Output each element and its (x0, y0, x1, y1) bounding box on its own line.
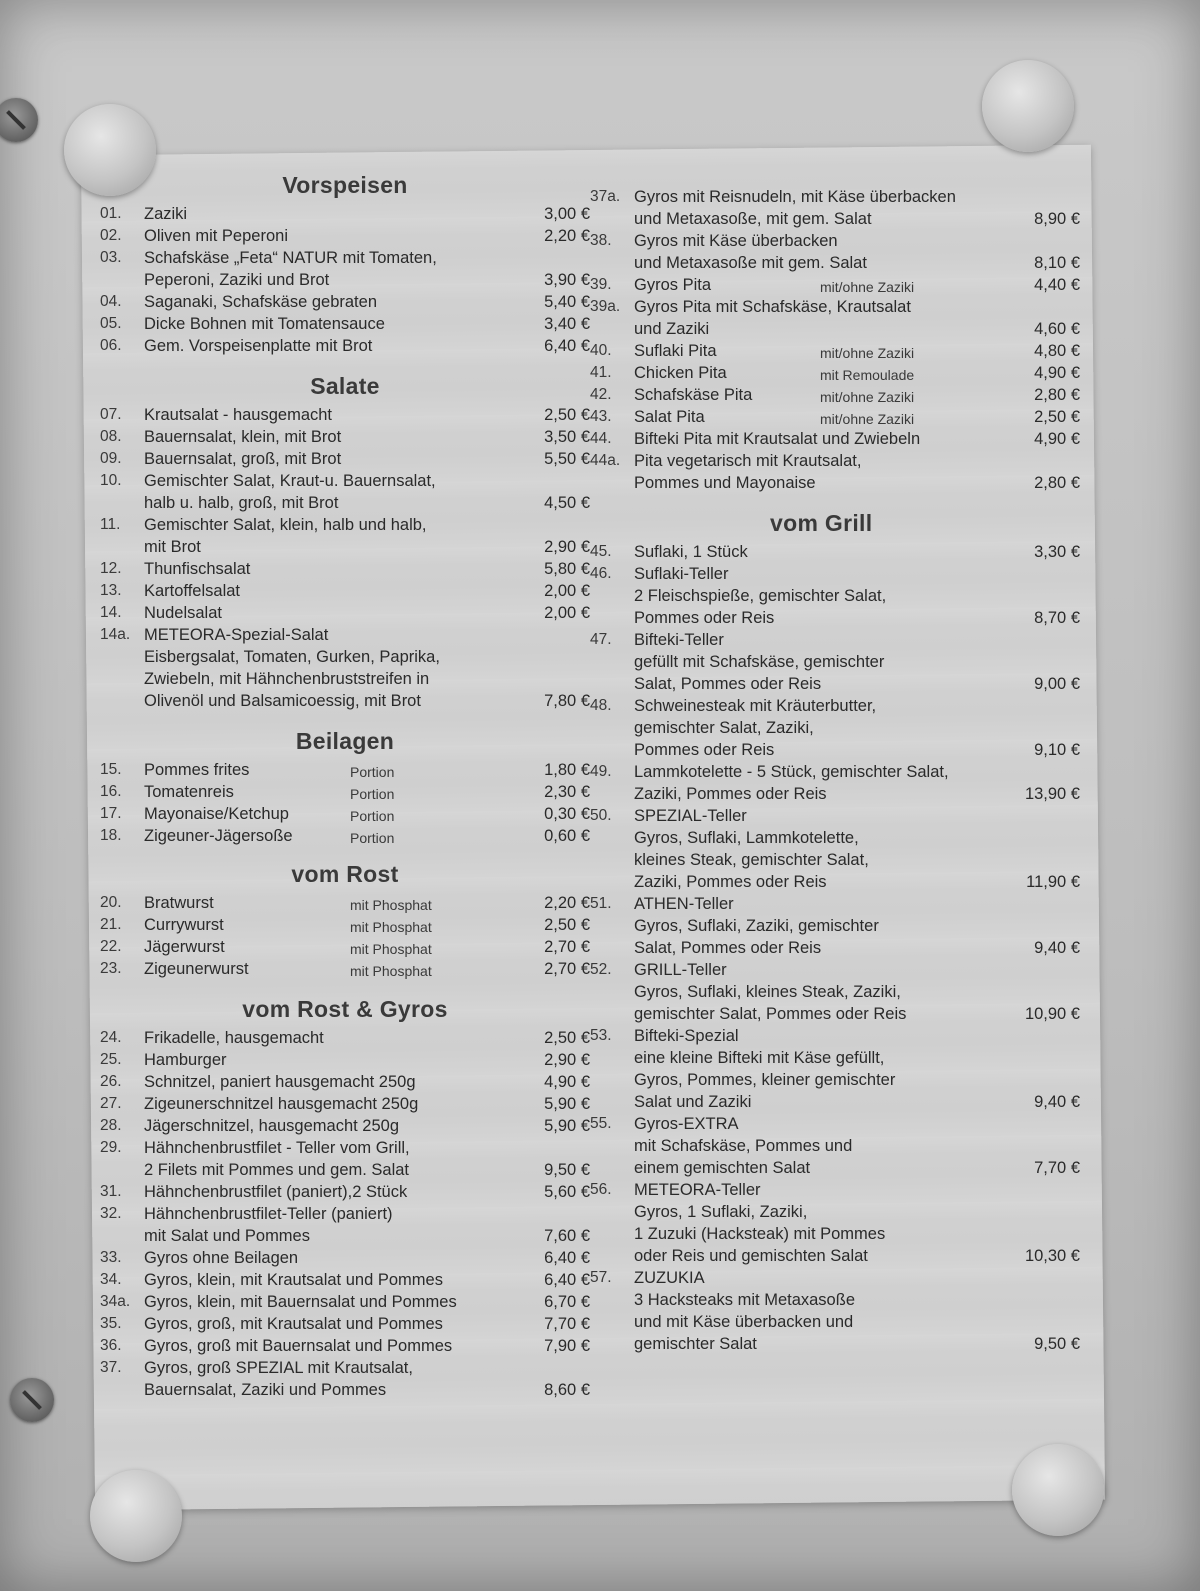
item-price: 6,70 € (544, 1293, 590, 1311)
item-note: mit Remoulade (820, 367, 915, 383)
item-number: 24. (100, 1029, 122, 1046)
item-price: 2,80 € (1034, 474, 1080, 492)
menu-item (100, 448, 590, 470)
item-price: 11,90 € (1026, 873, 1080, 891)
item-description: Krautsalat - hausgemacht (144, 406, 333, 424)
item-number: 31. (100, 1183, 122, 1200)
item-number: 06. (100, 337, 122, 354)
menu-item (590, 1025, 1080, 1113)
item-description: Bratwurst (144, 894, 214, 912)
mounting-knob-icon (982, 60, 1074, 152)
item-price: 7,90 € (544, 1337, 590, 1355)
item-price: 2,50 € (544, 916, 590, 934)
item-number: 46. (590, 565, 612, 582)
menu-item (590, 230, 1080, 274)
menu-item (100, 936, 590, 958)
item-description: Gemischter Salat, klein, halb und halb, mit Brot (144, 516, 427, 556)
item-description: Gyros, groß, mit Krautsalat und Pommes (144, 1315, 443, 1333)
item-number: 16. (100, 783, 122, 800)
item-price: 6,40 € (544, 1271, 590, 1289)
item-price: 2,90 € (544, 1051, 590, 1069)
item-number: 34. (100, 1271, 122, 1288)
menu-section (100, 996, 590, 1401)
item-price: 5,50 € (544, 450, 590, 468)
item-number: 56. (590, 1181, 612, 1198)
item-price: 4,90 € (544, 1073, 590, 1091)
section-title: Salate (310, 373, 380, 399)
item-price: 8,10 € (1034, 254, 1080, 272)
item-description: Bauernsalat, groß, mit Brot (144, 450, 342, 468)
menu-item (590, 450, 1080, 494)
section-title: vom Rost & Gyros (242, 996, 448, 1022)
menu-item (100, 203, 590, 225)
menu-item (100, 426, 590, 448)
item-description: Hähnchenbrustfilet-Teller (paniert) mit Salat und Pommes (144, 1205, 393, 1245)
item-description: Gemischter Salat, Kraut-u. Bauernsalat, halb u. halb, groß, mit Brot (144, 472, 436, 512)
item-price: 9,10 € (1034, 741, 1080, 759)
menu-item (100, 1247, 590, 1269)
menu-item (590, 541, 1080, 563)
menu-item (100, 1115, 590, 1137)
section-title: Vorspeisen (282, 172, 408, 198)
item-number: 32. (100, 1205, 122, 1222)
screw-icon (10, 1378, 54, 1422)
menu-item (100, 291, 590, 313)
item-number: 03. (100, 249, 122, 266)
item-price: 4,80 € (1034, 342, 1080, 360)
item-price: 10,30 € (1024, 1247, 1080, 1265)
item-note: mit Phosphat (350, 919, 432, 935)
item-price: 9,50 € (544, 1161, 590, 1179)
item-description: Dicke Bohnen mit Tomatensauce (144, 315, 385, 333)
menu-item (590, 384, 1080, 406)
menu-item (590, 362, 1080, 384)
item-number: 51. (590, 895, 612, 912)
item-description: Hamburger (144, 1051, 227, 1069)
item-price: 2,70 € (544, 938, 590, 956)
item-description: Bifteki Pita mit Krautsalat und Zwiebeln (634, 430, 921, 448)
menu-item (100, 1269, 590, 1291)
item-price: 4,50 € (544, 494, 590, 512)
menu-item (100, 313, 590, 335)
menu-item (100, 1313, 590, 1335)
menu-item (100, 1071, 590, 1093)
menu-item (100, 225, 590, 247)
item-price: 4,60 € (1034, 320, 1080, 338)
item-description: Zigeuner-Jägersoße (144, 827, 293, 845)
menu-item (100, 781, 590, 803)
item-note: Portion (350, 786, 395, 802)
item-note: mit Phosphat (350, 941, 432, 957)
item-number: 43. (590, 408, 612, 425)
item-description: Mayonaise/Ketchup (144, 805, 289, 823)
item-description: Chicken Pita (634, 364, 727, 382)
item-note: Portion (350, 830, 395, 846)
menu-item (100, 624, 590, 712)
item-price: 2,50 € (544, 406, 590, 424)
menu-item (100, 1357, 590, 1401)
item-price: 1,80 € (544, 761, 590, 779)
item-description: Suflaki-Teller 2 Fleischspieße, gemischter Salat, Pommes oder Reis (634, 565, 887, 627)
mounting-knob-icon (1012, 1444, 1104, 1536)
item-number: 49. (590, 763, 612, 780)
item-description: Gyros Pita (634, 276, 712, 294)
item-description: SPEZIAL-Teller Gyros, Suflaki, Lammkotelette, kleines Steak, gemischter Salat, Zaziki, Pommes oder Reis (634, 807, 869, 891)
item-number: 57. (590, 1269, 612, 1286)
menu-item (590, 1113, 1080, 1179)
menu-item (100, 1027, 590, 1049)
item-price: 9,00 € (1034, 675, 1080, 693)
item-number: 05. (100, 315, 122, 332)
item-price: 2,70 € (544, 960, 590, 978)
item-description: Pommes frites (144, 761, 250, 779)
item-number: 29. (100, 1139, 122, 1156)
item-number: 34a. (100, 1293, 131, 1310)
item-description: Gyros ohne Beilagen (144, 1249, 299, 1267)
item-price: 2,90 € (544, 538, 590, 556)
item-price: 7,70 € (544, 1315, 590, 1333)
item-price: 9,40 € (1034, 939, 1080, 957)
item-price: 0,30 € (544, 805, 590, 823)
item-number: 07. (100, 406, 122, 423)
item-price: 4,90 € (1034, 430, 1080, 448)
item-description: Gyros, groß SPEZIAL mit Krautsalat, Bauernsalat, Zaziki und Pommes (144, 1359, 413, 1399)
item-price: 3,90 € (544, 271, 590, 289)
menu-item (100, 1137, 590, 1181)
item-description: Jägerschnitzel, hausgemacht 250g (144, 1117, 399, 1135)
item-price: 2,20 € (544, 227, 590, 245)
menu-item (590, 761, 1080, 805)
item-description: Bauernsalat, klein, mit Brot (144, 428, 342, 446)
menu-item (590, 340, 1080, 362)
item-number: 37a. (590, 188, 621, 205)
item-description: Schnitzel, paniert hausgemacht 250g (144, 1073, 416, 1091)
item-price: 3,50 € (544, 428, 590, 446)
menu-item (100, 247, 590, 291)
item-number: 26. (100, 1073, 122, 1090)
item-price: 2,00 € (544, 582, 590, 600)
item-number: 47. (590, 631, 612, 648)
item-price: 2,30 € (544, 783, 590, 801)
menu-item (590, 695, 1080, 761)
item-number: 11. (100, 516, 121, 533)
item-number: 10. (100, 472, 122, 489)
menu-item (100, 335, 590, 357)
item-description: Jägerwurst (144, 938, 225, 956)
item-description: Gyros mit Käse überbacken und Metaxasoße mit gem. Salat (634, 232, 867, 272)
item-number: 08. (100, 428, 122, 445)
item-description: Hähnchenbrustfilet (paniert),2 Stück (144, 1183, 408, 1201)
item-price: 0,60 € (544, 827, 590, 845)
item-note: Portion (350, 808, 395, 824)
menu-item (590, 563, 1080, 629)
item-note: mit/ohne Zaziki (820, 279, 915, 295)
item-number: 40. (590, 342, 612, 359)
menu-section (100, 861, 590, 980)
item-price: 3,30 € (1034, 543, 1080, 561)
item-description: Schweinesteak mit Kräuterbutter, gemischter Salat, Zaziki, Pommes oder Reis (634, 697, 877, 759)
item-description: Gem. Vorspeisenplatte mit Brot (144, 337, 373, 355)
item-description: Salat Pita (634, 408, 705, 426)
item-number: 41. (590, 364, 612, 381)
item-number: 18. (100, 827, 122, 844)
item-description: Gyros, klein, mit Bauernsalat und Pommes (144, 1293, 457, 1311)
item-description: Schafskäse Pita (634, 386, 753, 404)
item-price: 5,90 € (544, 1117, 590, 1135)
item-price: 6,40 € (544, 337, 590, 355)
item-number: 39a. (590, 298, 621, 315)
item-price: 4,40 € (1034, 276, 1080, 294)
menu-item (100, 958, 590, 980)
item-number: 14a. (100, 626, 131, 643)
item-description: Tomatenreis (144, 783, 234, 801)
item-price: 7,80 € (544, 692, 590, 710)
item-number: 36. (100, 1337, 122, 1354)
menu-item (100, 892, 590, 914)
item-description: ATHEN-Teller Gyros, Suflaki, Zaziki, gemischter Salat, Pommes oder Reis (634, 895, 879, 957)
item-description: Gyros mit Reisnudeln, mit Käse überbacken und Metaxasoße, mit gem. Salat (634, 188, 956, 228)
item-number: 48. (590, 697, 612, 714)
item-number: 50. (590, 807, 612, 824)
item-price: 4,90 € (1034, 364, 1080, 382)
item-description: METEORA-Spezial-Salat Eisbergsalat, Tomaten, Gurken, Paprika, Zwiebeln, mit Hähnchenbruststreifen in Olivenöl und Balsamicoessig, mit Brot (144, 626, 440, 710)
menu-item (590, 959, 1080, 1025)
menu-item (100, 759, 590, 781)
menu-item (100, 825, 590, 847)
item-number: 14. (100, 604, 122, 621)
menu-item (590, 629, 1080, 695)
item-number: 35. (100, 1315, 122, 1332)
item-number: 21. (100, 916, 122, 933)
item-description: Hähnchenbrustfilet - Teller vom Grill, 2 Filets mit Pommes und gem. Salat (144, 1139, 410, 1179)
mounting-knob-icon (90, 1470, 182, 1562)
item-price: 7,70 € (1034, 1159, 1080, 1177)
item-number: 02. (100, 227, 122, 244)
item-description: Gyros, klein, mit Krautsalat und Pommes (144, 1271, 443, 1289)
menu-item (590, 428, 1080, 450)
item-note: mit/ohne Zaziki (820, 389, 915, 405)
item-price: 3,40 € (544, 315, 590, 333)
menu-item (590, 406, 1080, 428)
item-price: 9,40 € (1034, 1093, 1080, 1111)
item-price: 2,80 € (1034, 386, 1080, 404)
menu-item (100, 1203, 590, 1247)
menu-item (590, 296, 1080, 340)
menu-column-right (590, 186, 1080, 1355)
mounting-knob-icon (64, 104, 156, 196)
item-description: Pita vegetarisch mit Krautsalat, Pommes und Mayonaise (634, 452, 862, 492)
item-number: 45. (590, 543, 612, 560)
item-price: 5,90 € (544, 1095, 590, 1113)
menu-item (100, 514, 590, 558)
menu-item (590, 1267, 1080, 1355)
menu-item (100, 1181, 590, 1203)
item-price: 3,00 € (544, 205, 590, 223)
section-title: vom Rost (291, 861, 399, 887)
menu-item (590, 893, 1080, 959)
item-price: 5,60 € (544, 1183, 590, 1201)
item-description: METEORA-Teller Gyros, 1 Suflaki, Zaziki, 1 Zuzuki (Hacksteak) mit Pommes oder Reis und gemischten Salat (634, 1181, 886, 1265)
item-number: 52. (590, 961, 612, 978)
menu-section (590, 510, 1080, 1355)
item-number: 12. (100, 560, 122, 577)
item-number: 23. (100, 960, 122, 977)
menu-section (100, 172, 590, 357)
menu-item (590, 1179, 1080, 1267)
item-price: 10,90 € (1024, 1005, 1080, 1023)
item-number: 09. (100, 450, 122, 467)
item-price: 2,50 € (544, 1029, 590, 1047)
item-number: 20. (100, 894, 122, 911)
item-number: 55. (590, 1115, 612, 1132)
menu-column-left (100, 172, 590, 1401)
item-number: 28. (100, 1117, 122, 1134)
item-number: 44. (590, 430, 612, 447)
item-description: Nudelsalat (144, 604, 222, 622)
item-number: 37. (100, 1359, 122, 1376)
item-note: Portion (350, 764, 395, 780)
item-price: 6,40 € (544, 1249, 590, 1267)
item-number: 22. (100, 938, 122, 955)
item-number: 39. (590, 276, 612, 293)
menu-item (100, 1049, 590, 1071)
menu-item (100, 602, 590, 624)
menu-item (590, 274, 1080, 296)
item-note: mit Phosphat (350, 897, 432, 913)
item-description: GRILL-Teller Gyros, Suflaki, kleines Steak, Zaziki, gemischter Salat, Pommes oder Reis (634, 961, 907, 1023)
item-description: Zigeunerschnitzel hausgemacht 250g (144, 1095, 419, 1113)
item-description: Zaziki (144, 205, 188, 223)
item-description: Suflaki, 1 Stück (634, 543, 748, 561)
item-number: 15. (100, 761, 122, 778)
item-price: 8,60 € (544, 1381, 590, 1399)
item-price: 8,70 € (1034, 609, 1080, 627)
menu-section (100, 373, 590, 712)
item-description: Saganaki, Schafskäse gebraten (144, 293, 377, 311)
item-description: Suflaki Pita (634, 342, 717, 360)
item-price: 9,50 € (1034, 1335, 1080, 1353)
item-description: ZUZUKIA 3 Hacksteaks mit Metaxasoße und mit Käse überbacken und gemischter Salat (634, 1269, 855, 1353)
item-price: 2,50 € (1034, 408, 1080, 426)
menu-item (590, 805, 1080, 893)
item-description: Oliven mit Peperoni (144, 227, 288, 245)
item-number: 44a. (590, 452, 621, 469)
menu-item (100, 558, 590, 580)
menu-section (100, 728, 590, 847)
item-price: 2,20 € (544, 894, 590, 912)
item-description: Schafskäse „Feta“ NATUR mit Tomaten, Peperoni, Zaziki und Brot (144, 249, 437, 289)
menu-item (100, 580, 590, 602)
item-price: 7,60 € (544, 1227, 590, 1245)
item-number: 38. (590, 232, 612, 249)
item-note: mit Phosphat (350, 963, 432, 979)
item-number: 04. (100, 293, 122, 310)
item-description: Bifteki-Spezial eine kleine Bifteki mit Käse gefüllt, Gyros, Pommes, kleiner gemischter Salat und Zaziki (634, 1027, 896, 1111)
item-number: 33. (100, 1249, 122, 1266)
item-description: Gyros, groß mit Bauernsalat und Pommes (144, 1337, 453, 1355)
item-description: Zigeunerwurst (144, 960, 249, 978)
menu-item (100, 1093, 590, 1115)
section-title: vom Grill (770, 510, 873, 536)
item-number: 25. (100, 1051, 122, 1068)
menu-item (100, 1335, 590, 1357)
item-price: 5,40 € (544, 293, 590, 311)
item-price: 8,90 € (1034, 210, 1080, 228)
item-description: Thunfischsalat (144, 560, 251, 578)
item-number: 27. (100, 1095, 122, 1112)
item-note: mit/ohne Zaziki (820, 411, 915, 427)
item-description: Currywurst (144, 916, 224, 934)
menu-item (590, 186, 1080, 230)
item-description: Gyros Pita mit Schafskäse, Krautsalat und Zaziki (634, 298, 911, 338)
section-title: Beilagen (295, 728, 395, 754)
item-price: 5,80 € (544, 560, 590, 578)
item-description: Frikadelle, hausgemacht (144, 1029, 324, 1047)
menu-item (100, 470, 590, 514)
item-description: Gyros-EXTRA mit Schafskäse, Pommes und einem gemischten Salat (634, 1115, 853, 1177)
item-number: 01. (100, 205, 122, 222)
item-number: 13. (100, 582, 122, 599)
menu-item (100, 1291, 590, 1313)
item-number: 17. (100, 805, 122, 822)
item-price: 2,00 € (544, 604, 590, 622)
item-price: 13,90 € (1024, 785, 1080, 803)
item-number: 42. (590, 386, 612, 403)
item-number: 53. (590, 1027, 612, 1044)
item-description: Lammkotelette - 5 Stück, gemischter Salat, Zaziki, Pommes oder Reis (634, 763, 949, 803)
menu-item (100, 404, 590, 426)
item-note: mit/ohne Zaziki (820, 345, 915, 361)
menu-section (590, 186, 1080, 494)
item-description: Bifteki-Teller gefüllt mit Schafskäse, gemischter Salat, Pommes oder Reis (634, 631, 885, 693)
menu-item (100, 914, 590, 936)
item-description: Kartoffelsalat (144, 582, 241, 600)
menu-item (100, 803, 590, 825)
